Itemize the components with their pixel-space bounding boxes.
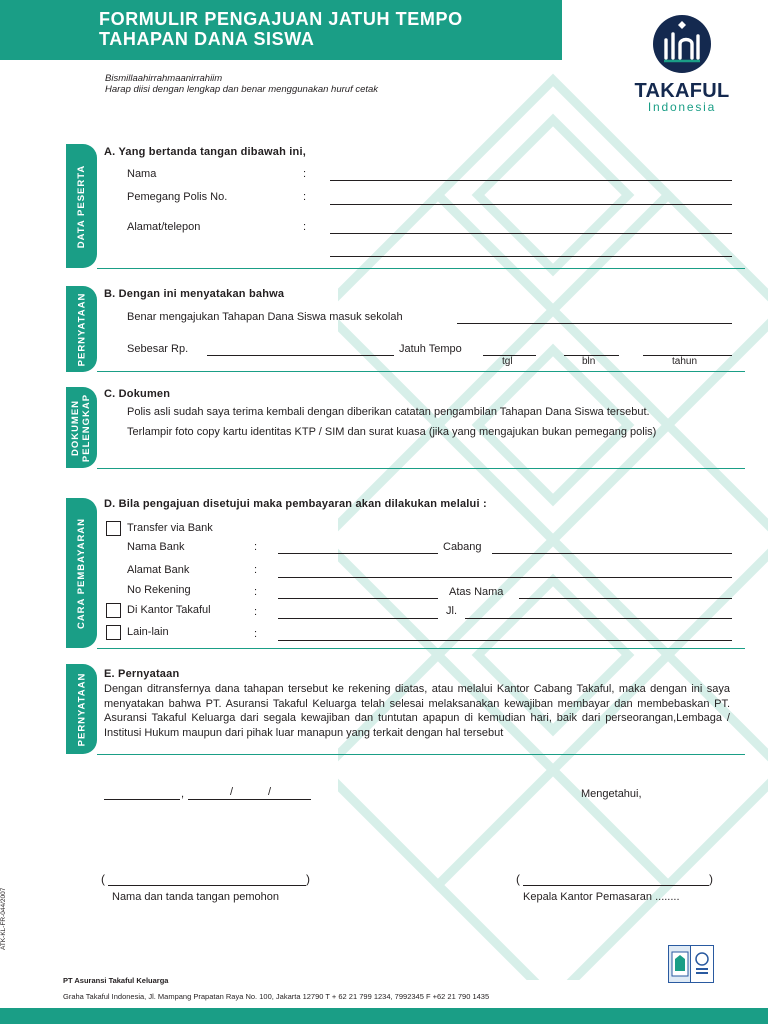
tab-dokumen-line-1: DOKUMEN: [70, 399, 82, 456]
form-title: [99, 9, 463, 49]
nama-bank-field[interactable]: [278, 553, 438, 554]
alamat-field-line-2[interactable]: [330, 256, 732, 257]
kantor-takaful-label: Di Kantor Takaful: [127, 604, 211, 616]
lain-lain-colon: :: [254, 628, 258, 640]
form-title-line-2: TAHAPAN DANA SISWA: [99, 29, 315, 49]
intro-bismillah: Bismillaahirrahmaanirrahiim: [105, 73, 223, 84]
tab-pernyataan-e-label: PERNYATAAN: [76, 672, 88, 746]
no-rekening-label: No Rekening: [127, 584, 191, 596]
cabang-label: Cabang: [443, 541, 482, 553]
intro-instruction: Harap diisi dengan lengkap dan benar menggunakan huruf cetak: [105, 84, 379, 95]
lain-lain-label: Lain-lain: [127, 626, 169, 638]
pernyataan-paragraph: Dengan ditransfernya dana tahapan tersebut ke rekening diatas, atau melalui Kantor Cabang Takaful, maka dengan ini saya menyatakan bahwa PT. Asuransi Takaful Keluarga telah selesai melaksanakan kewajiban membayar dan membebaskan PT. Asuransi Takaful Keluarga dari segala kewajiban dan tuntutan apapun di kemudian hari, baik dari perseorangan,Lembaga / Institusi Hukum maupun dari pihak luar manapun yang terkait dengan hal tersebut: [104, 683, 730, 739]
pemohon-signature-field[interactable]: [108, 885, 306, 886]
date-slash-1: /: [230, 786, 234, 798]
tab-dokumen-pelengkap: [66, 387, 97, 468]
intro-text: [105, 73, 378, 95]
polis-label: Pemegang Polis No.: [127, 191, 228, 203]
takaful-emblem-icon: [652, 14, 712, 74]
place-field[interactable]: [104, 799, 180, 800]
certification-seal-icon: [669, 946, 691, 982]
tgl-label: tgl: [502, 356, 513, 367]
alamat-label: Alamat/telepon: [127, 221, 201, 233]
dokumen-polis-text: Polis asli sudah saya terima kembali dengan diberikan catatan pengambilan Tahapan Dana Siswa tersebut.: [127, 406, 650, 418]
tahapan-statement: Benar mengajukan Tahapan Dana Siswa masuk sekolah: [127, 311, 403, 323]
atas-nama-label: Atas Nama: [449, 586, 504, 598]
alamat-colon: :: [303, 221, 307, 233]
section-b-heading: B. Dengan ini menyatakan bahwa: [104, 288, 285, 300]
kantor-takaful-colon: :: [254, 606, 258, 618]
sebesar-label: Sebesar Rp.: [127, 343, 189, 355]
footer-strip: [0, 1008, 768, 1024]
jatuh-tempo-label: Jatuh Tempo: [399, 343, 462, 355]
atas-nama-field[interactable]: [519, 598, 732, 599]
alamat-bank-label: Alamat Bank: [127, 564, 190, 576]
tab-pelengkap-line-2: PELENGKAP: [81, 393, 93, 462]
mengetahui-label: Mengetahui,: [581, 788, 642, 800]
dokumen-ktp-text: Terlampir foto copy kartu identitas KTP / SIM dan surat kuasa (jika yang mengajukan bukan pemegang polis): [127, 426, 657, 438]
takaful-logo: [632, 14, 732, 114]
pemohon-paren-close: ): [306, 872, 310, 886]
form-code: ATK-KL-FR-044/2007: [0, 887, 7, 950]
polis-colon: :: [303, 191, 307, 203]
nama-colon: :: [303, 168, 307, 180]
certification-badge: [668, 945, 714, 983]
bln-label: bln: [582, 356, 596, 367]
footer-company: PT Asuransi Takaful Keluarga: [63, 976, 169, 985]
place-date-comma: ,: [181, 788, 185, 800]
section-e-heading: E. Pernyataan: [104, 668, 180, 680]
section-c-divider: [97, 468, 745, 469]
alamat-field-line-1[interactable]: [330, 233, 732, 234]
tahun-label: tahun: [672, 356, 698, 367]
form-title-line-1: FORMULIR PENGAJUAN JATUH TEMPO: [99, 9, 463, 29]
sekolah-field[interactable]: [457, 323, 732, 324]
transfer-bank-checkbox[interactable]: [106, 521, 121, 536]
nama-field[interactable]: [330, 180, 732, 181]
tab-dokumen-pelengkap-label: [71, 393, 93, 461]
logo-brand-text: TAKAFUL: [634, 80, 730, 102]
tab-pernyataan-e: [66, 664, 97, 754]
no-rekening-colon: :: [254, 586, 258, 598]
header-bar: [0, 0, 562, 60]
pemohon-paren-open: (: [101, 872, 105, 886]
date-field[interactable]: [188, 799, 311, 800]
jl-label: Jl.: [446, 605, 457, 617]
amount-field[interactable]: [207, 355, 394, 356]
nama-label: Nama: [127, 168, 157, 180]
section-d-heading: D. Bila pengajuan disetujui maka pembayaran akan dilakukan melalui :: [104, 498, 487, 510]
polis-number-field[interactable]: [330, 204, 732, 205]
alamat-bank-field[interactable]: [278, 577, 732, 578]
nama-bank-label: Nama Bank: [127, 541, 185, 553]
cabang-field[interactable]: [492, 553, 732, 554]
kantor-takaful-checkbox[interactable]: [106, 603, 121, 618]
logo-sub-text: Indonesia: [647, 100, 717, 114]
section-e-divider: [97, 754, 745, 755]
kepala-caption: Kepala Kantor Pemasaran ........: [523, 891, 680, 903]
tab-pernyataan-b: [66, 286, 97, 372]
transfer-bank-label: Transfer via Bank: [127, 522, 213, 534]
lain-lain-checkbox[interactable]: [106, 625, 121, 640]
no-rekening-field[interactable]: [278, 598, 438, 599]
kepala-paren-open: (: [516, 872, 520, 886]
lain-lain-field[interactable]: [278, 640, 732, 641]
footer-address: Graha Takaful Indonesia, Jl. Mampang Prapatan Raya No. 100, Jakarta 12790 T + 62 21 799 1234, 7992345 F +62 21 790 1435: [63, 992, 490, 1001]
section-d-divider: [97, 648, 745, 649]
kepala-signature-field[interactable]: [523, 885, 709, 886]
section-a-divider: [97, 268, 745, 269]
kantor-takaful-field[interactable]: [278, 618, 438, 619]
section-b-divider: [97, 371, 745, 372]
kepala-paren-close: ): [709, 872, 713, 886]
tab-cara-pembayaran: [66, 498, 97, 648]
tab-cara-pembayaran-label: CARA PEMBAYARAN: [76, 517, 88, 629]
pemohon-caption: Nama dan tanda tangan pemohon: [112, 891, 279, 903]
nama-bank-colon: :: [254, 541, 258, 553]
jl-field[interactable]: [465, 618, 732, 619]
certification-mark-icon: [691, 946, 713, 982]
section-c-heading: C. Dokumen: [104, 388, 171, 400]
tab-pernyataan-b-label: PERNYATAAN: [76, 292, 88, 366]
date-slash-2: /: [268, 786, 272, 798]
tab-data-peserta-label: DATA PESERTA: [76, 164, 87, 248]
section-a-heading: A. Yang bertanda tangan dibawah ini,: [104, 146, 306, 158]
tab-data-peserta: [66, 144, 97, 268]
alamat-bank-colon: :: [254, 564, 258, 576]
